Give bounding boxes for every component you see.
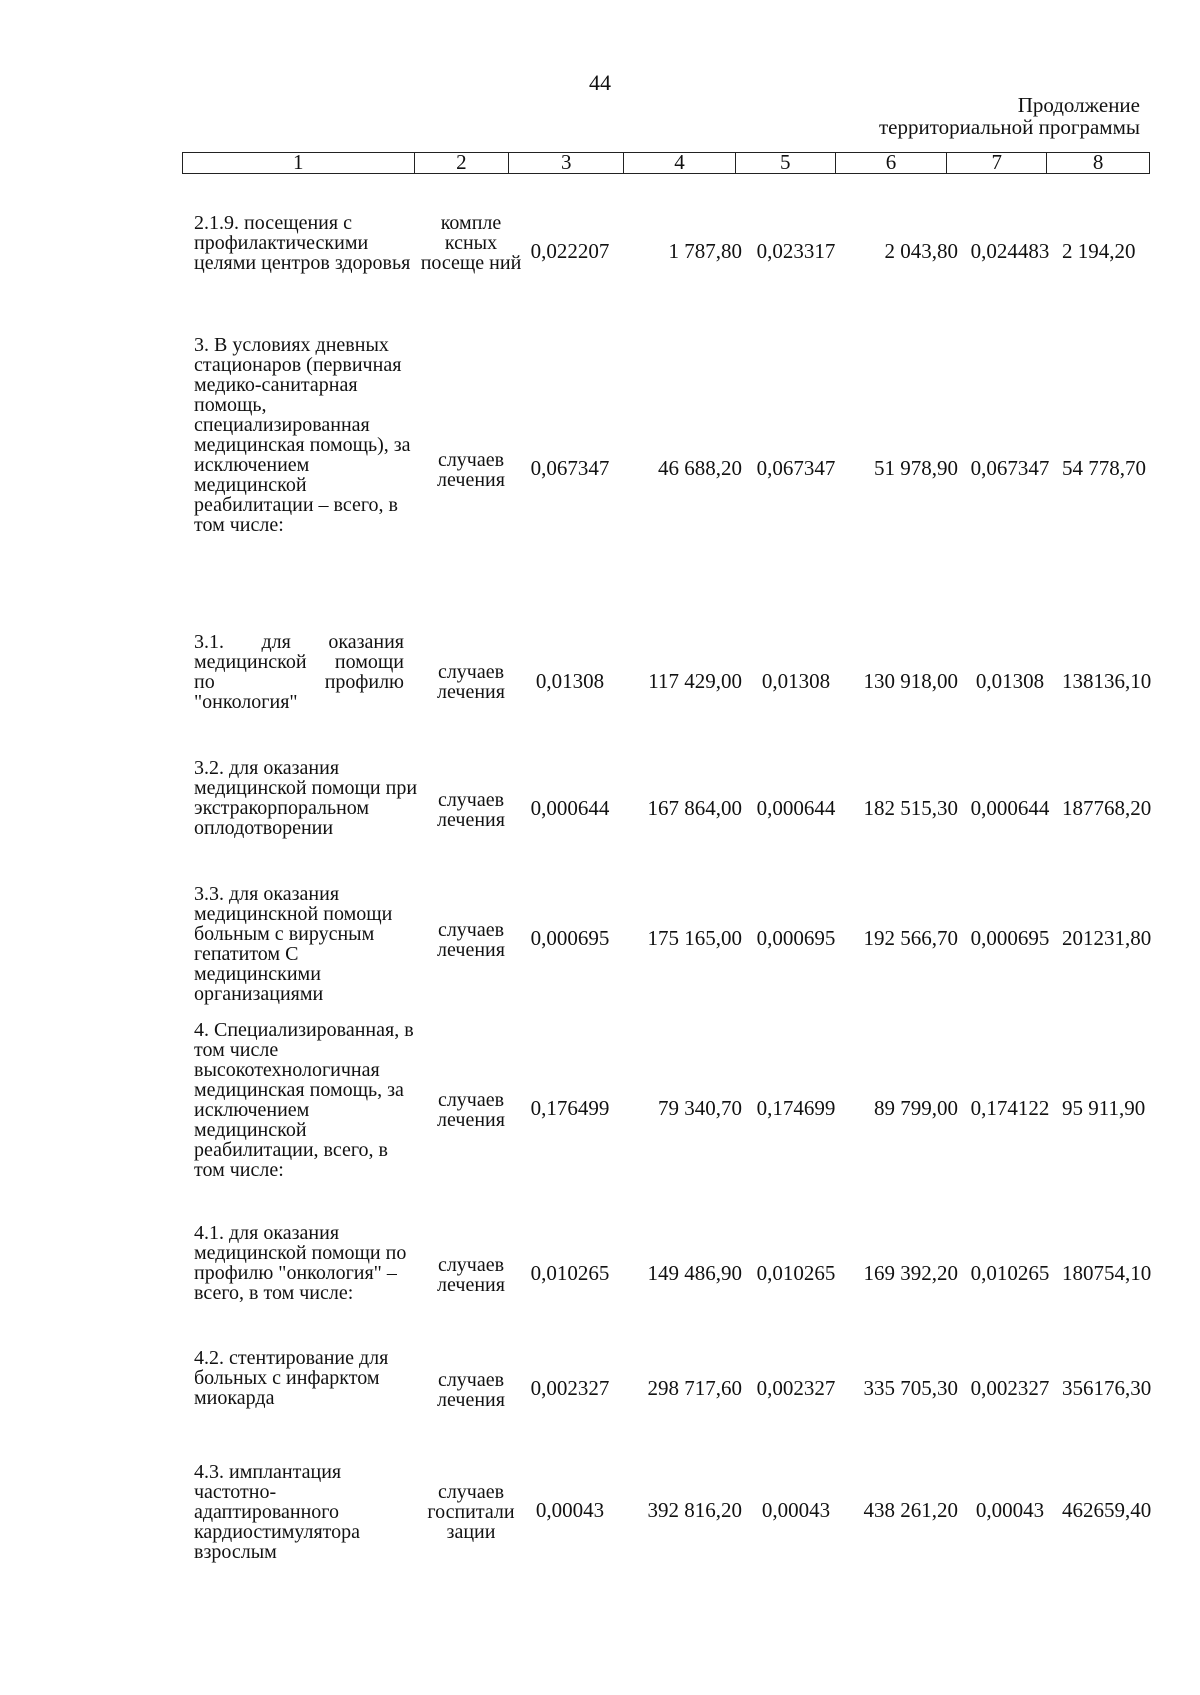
row-value-col7: 0,174122 (970, 1096, 1050, 1120)
row-value-col3: 0,176499 (530, 1096, 610, 1120)
row-value-col8: 462659,40 (1062, 1498, 1152, 1522)
row-value-col6: 169 392,20 (863, 1261, 958, 1285)
row-value-col4: 79 340,70 (658, 1096, 742, 1120)
column-header-6: 6 (836, 153, 948, 173)
row-value-col3: 0,01308 (535, 669, 605, 693)
row-value-col6: 89 799,00 (874, 1096, 958, 1120)
column-header-5: 5 (736, 153, 836, 173)
row-value-col3: 0,00043 (535, 1498, 605, 1522)
row-value-col4: 1 787,80 (668, 239, 742, 263)
row-unit: случаев лечения (437, 1089, 505, 1131)
row-value-col7: 0,010265 (970, 1261, 1050, 1285)
row-value-col8: 180754,10 (1062, 1261, 1152, 1285)
column-header-7: 7 (947, 153, 1047, 173)
row-name: 3.2. для оказания медицинской помощи при экстракорпоральном оплодотворении (194, 757, 418, 839)
row-value-col4: 167 864,00 (647, 796, 742, 820)
column-header-4: 4 (624, 153, 736, 173)
row-name: 4. Специализированная, в том числе высокотехнологичная медицинская помощь, за исключением медицинской реабилитации, всего, в том числе: (194, 1019, 414, 1181)
row-unit: случаев лечения (437, 919, 505, 961)
row-value-col8: 54 778,70 (1062, 456, 1146, 480)
row-unit: случаев лечения (437, 661, 505, 703)
row-name: 3.1. для оказания медицинской помощи по профилю "онкология" (194, 631, 404, 713)
column-header-8: 8 (1092, 150, 1104, 174)
row-value-col4: 46 688,20 (658, 456, 742, 480)
row-value-col6: 192 566,70 (863, 926, 958, 950)
row-value-col8: 138136,10 (1062, 669, 1152, 693)
row-value-col7: 0,067347 (970, 456, 1050, 480)
page-number: 44 (589, 70, 611, 95)
row-value-col7: 0,000695 (970, 926, 1050, 950)
row-value-col4: 117 429,00 (648, 669, 742, 693)
row-unit: случаев лечения (437, 1369, 505, 1411)
continuation-note (879, 94, 1140, 138)
row-value-col6: 51 978,90 (874, 456, 958, 480)
row-value-col6: 438 261,20 (863, 1498, 958, 1522)
table-header-row (182, 152, 1150, 174)
row-unit: случаев лечения (437, 1254, 505, 1296)
row-value-col6: 335 705,30 (863, 1376, 958, 1400)
column-header-2: 2 (415, 153, 510, 173)
row-name: 4.3. имплантация частотно-адаптированного кардиостимулятора взрослым (194, 1461, 361, 1563)
row-value-col7: 0,002327 (970, 1376, 1050, 1400)
row-name: 3. В условиях дневных стационаров (первичная медико-санитарная помощь, специализированная медицинская помощь), за исключением медицинской реабилитации – всего, в том числе: (194, 334, 411, 536)
row-value-col7: 0,024483 (970, 239, 1050, 263)
continuation-line-2: территориальной программы (878, 115, 1140, 139)
row-value-col5: 0,00043 (761, 1498, 831, 1522)
row-unit: случаев госпитали зации (427, 1481, 515, 1543)
row-value-col6: 130 918,00 (863, 669, 958, 693)
row-value-col3: 0,022207 (530, 239, 610, 263)
row-value-col8: 2 194,20 (1062, 239, 1136, 263)
row-value-col5: 0,067347 (756, 456, 836, 480)
row-unit: компле ксных посеще ний (420, 212, 522, 274)
row-name: 3.3. для оказания медицинскной помощи больным с вирусным гепатитом С медицинскими организациями (194, 883, 393, 1005)
row-value-col5: 0,010265 (756, 1261, 836, 1285)
row-value-col5: 0,002327 (756, 1376, 836, 1400)
row-value-col5: 0,000695 (756, 926, 836, 950)
row-value-col4: 175 165,00 (647, 926, 742, 950)
row-value-col3: 0,002327 (530, 1376, 610, 1400)
row-name: 2.1.9. посещения с профилактическими целями центров здоровья (194, 212, 411, 274)
row-value-col6: 182 515,30 (863, 796, 958, 820)
row-value-col4: 149 486,90 (647, 1261, 742, 1285)
row-value-col4: 298 717,60 (647, 1376, 742, 1400)
row-value-col5: 0,023317 (756, 239, 836, 263)
row-value-col7: 0,000644 (970, 796, 1050, 820)
row-value-col5: 0,000644 (756, 796, 836, 820)
row-value-col3: 0,067347 (530, 456, 610, 480)
row-unit: случаев лечения (437, 449, 505, 491)
row-value-col3: 0,010265 (530, 1261, 610, 1285)
row-value-col7: 0,01308 (975, 669, 1045, 693)
row-value-col8: 95 911,90 (1062, 1096, 1146, 1120)
row-value-col7: 0,00043 (975, 1498, 1045, 1522)
row-value-col5: 0,01308 (761, 669, 831, 693)
row-value-col8: 187768,20 (1062, 796, 1152, 820)
row-value-col6: 2 043,80 (884, 239, 958, 263)
continuation-line-1: Продолжение (1017, 93, 1140, 117)
row-value-col8: 201231,80 (1062, 926, 1152, 950)
column-header-3: 3 (509, 153, 624, 173)
row-value-col3: 0,000695 (530, 926, 610, 950)
row-name: 4.1. для оказания медицинской помощи по профилю "онкология" – всего, в том числе: (194, 1222, 407, 1304)
row-name: 4.2. стентирование для больных с инфарктом миокарда (194, 1347, 389, 1409)
column-header-1: 1 (183, 153, 415, 173)
row-value-col4: 392 816,20 (647, 1498, 742, 1522)
row-value-col8: 356176,30 (1062, 1376, 1152, 1400)
row-unit: случаев лечения (437, 789, 505, 831)
row-value-col5: 0,174699 (756, 1096, 836, 1120)
row-value-col3: 0,000644 (530, 796, 610, 820)
